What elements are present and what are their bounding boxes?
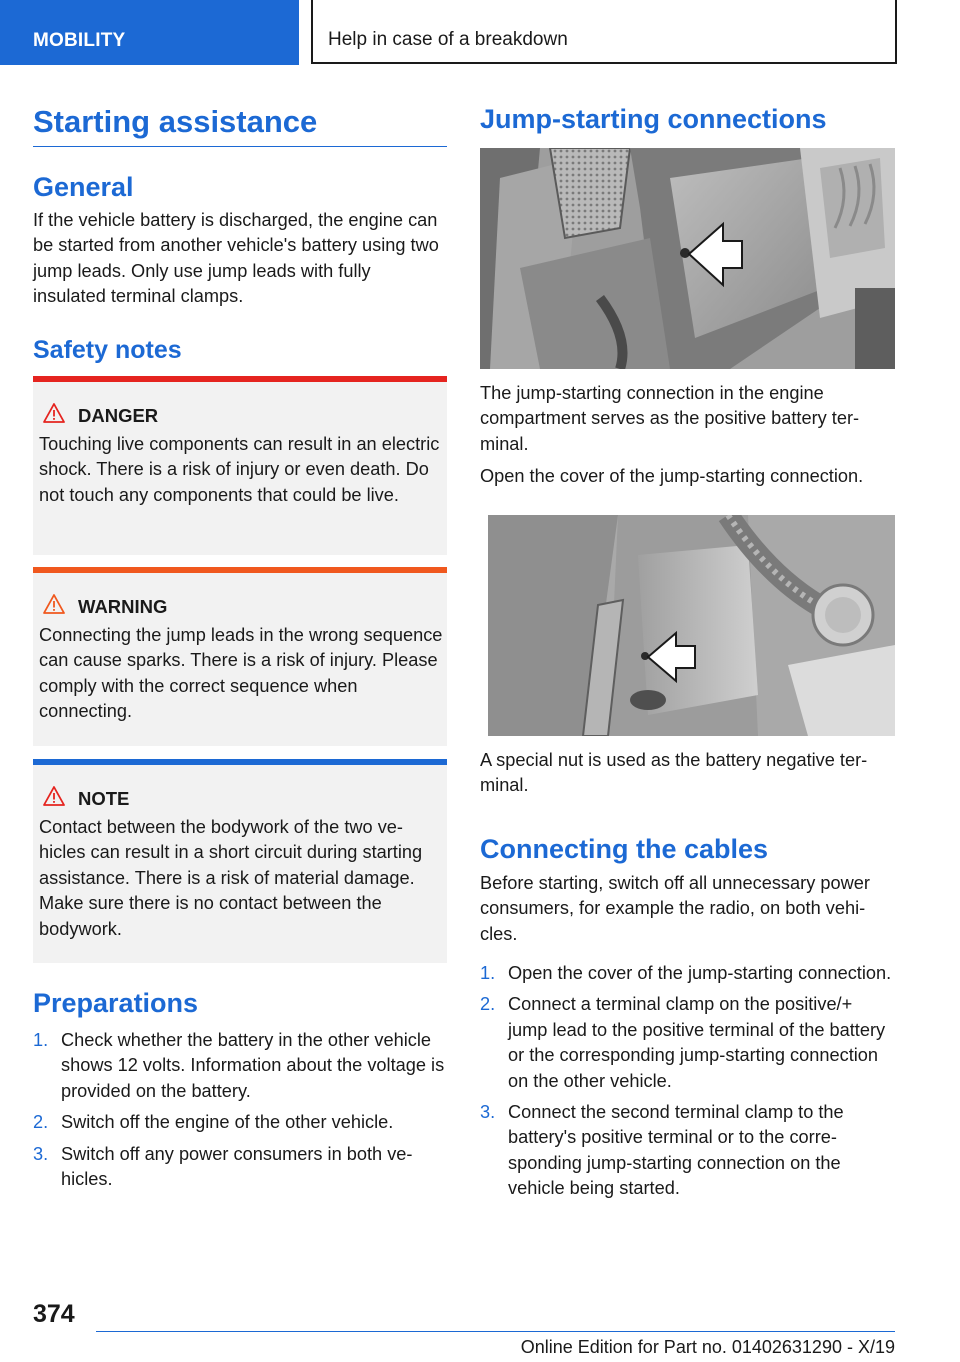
preparations-list	[33, 1028, 447, 1198]
jump-text-2: Open the cover of the jump-starting connection.	[480, 466, 864, 486]
danger-text: Touching live components can result in an electric shock. There is a risk of injury or even death. Do not touch any components that could be live.	[39, 434, 440, 505]
chapter-label: Help in case of a breakdown	[328, 29, 568, 50]
cables-list	[480, 961, 895, 1208]
warning-bar	[33, 567, 447, 573]
danger-label: DANGER	[78, 405, 159, 426]
warning-box	[33, 567, 447, 746]
safety-heading: Safety notes	[33, 336, 182, 364]
page-number: 374	[33, 1300, 75, 1328]
note-text: Contact between the bodywork of the two vehicles can result in a short circuit during starting assistance. There is a risk of material damage. Make sure there is no contact between the bodywork.	[39, 817, 423, 939]
section-tab	[0, 0, 299, 65]
jump-heading: Jump-starting connections	[480, 104, 827, 134]
section-label: MOBILITY	[33, 30, 126, 51]
list-item: 3. Switch off any power consumers in both vehicles.	[33, 1143, 413, 1190]
list-item: 2. Switch off the engine of the other vehicle.	[33, 1112, 394, 1133]
warning-text: Connecting the jump leads in the wrong sequence can cause sparks. There is a risk of injury. Please comply with the correct sequence when connecting.	[39, 625, 443, 722]
danger-box	[33, 376, 447, 555]
footer-rule	[96, 1331, 895, 1332]
list-item: 3. Connect the second terminal clamp to the battery's positive terminal or to the corresponding jump-starting connection on the vehicle being started.	[480, 1102, 844, 1199]
note-triangle-icon	[43, 786, 65, 806]
jump-text-3: A special nut is used as the battery negative terminal.	[480, 750, 868, 796]
warning-triangle-icon	[43, 594, 65, 614]
note-box	[33, 759, 447, 963]
preparations-heading: Preparations	[33, 988, 199, 1018]
list-item: 1. Check whether the battery in the other vehicle shows 12 volts. Information about the voltage is provided on the battery.	[33, 1030, 445, 1101]
cables-intro: Before starting, switch off all unnecessary power consumers, for example the radio, on both vehicles.	[480, 873, 870, 944]
note-label: NOTE	[78, 788, 130, 809]
danger-bar	[33, 376, 447, 382]
cables-heading: Connecting the cables	[480, 834, 769, 864]
jump-text-1: The jump-starting connection in the engine compartment serves as the positive battery terminal.	[480, 383, 860, 454]
page-title: Starting assistance	[33, 104, 318, 139]
note-bar	[33, 759, 447, 765]
chapter-tab	[311, 0, 897, 64]
general-heading: General	[33, 172, 134, 202]
warning-label: WARNING	[78, 596, 168, 617]
negative-terminal-image	[488, 515, 895, 736]
list-item: 1. Open the cover of the jump-starting connection.	[480, 963, 892, 983]
warning-triangle-icon	[43, 403, 65, 423]
edition-text: Online Edition for Part no. 01402631290 - X/19	[520, 1337, 895, 1357]
title-rule	[33, 146, 447, 147]
list-item: 2. Connect a terminal clamp on the positive/+ jump lead to the positive terminal of the battery or the corresponding jump-starting connection on the other vehicle.	[480, 994, 886, 1091]
general-text: If the vehicle battery is discharged, the engine can be started from another vehicle's battery using two jump leads. Only use jump leads with fully insulated terminal clamps.	[33, 210, 439, 307]
engine-compartment-image	[480, 148, 895, 369]
